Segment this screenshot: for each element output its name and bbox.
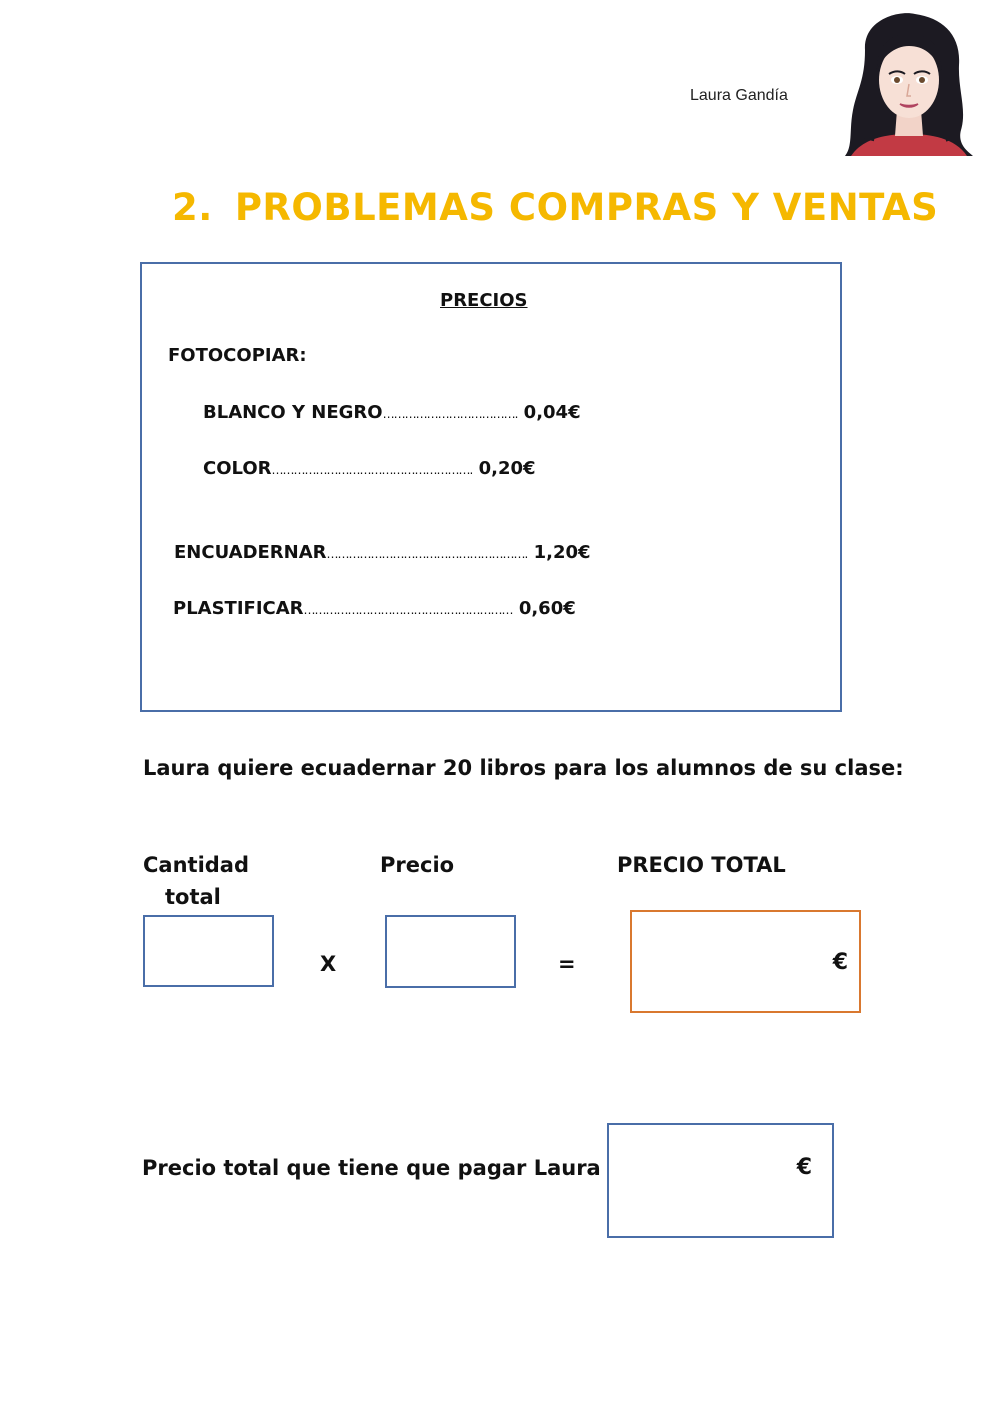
plastificar-price: 0,60€: [518, 598, 576, 619]
title-number: 2.: [172, 186, 213, 229]
cantidad-label: Cantidad: [143, 853, 250, 877]
author-name: Laura Gandía: [690, 87, 788, 104]
bw-price: 0,04€: [523, 402, 581, 423]
price-item-encuadernar: [174, 542, 591, 563]
times-sign: X: [320, 952, 337, 976]
price-item-bw: [203, 402, 581, 423]
bw-label: BLANCO Y NEGRO: [203, 402, 383, 423]
encuadernar-price: 1,20€: [533, 542, 591, 563]
color-price: 0,20€: [478, 458, 536, 479]
cantidad-input[interactable]: [143, 915, 274, 987]
price-item-color: [203, 458, 536, 479]
color-dots: ……………………………………………….: [271, 463, 473, 477]
precio-total-label: PRECIO TOTAL: [617, 853, 786, 877]
price-item-plastificar: [173, 598, 576, 619]
precio-input[interactable]: [385, 915, 516, 988]
problem-statement: Laura quiere ecuadernar 20 libros para los alumnos de su clase:: [143, 756, 904, 780]
euro-sign: €: [832, 950, 848, 975]
final-total-input[interactable]: [607, 1123, 834, 1238]
plastificar-label: PLASTIFICAR: [173, 598, 304, 619]
fotocopiar-label: FOTOCOPIAR:: [168, 345, 307, 366]
price-list-box: [140, 262, 842, 712]
price-list-heading: PRECIOS: [440, 290, 528, 311]
encuadernar-label: ENCUADERNAR: [174, 542, 327, 563]
encuadernar-dots: ……………………………………………….: [326, 547, 528, 561]
bw-dots: ……………………………….: [382, 407, 518, 421]
precio-label: Precio: [380, 853, 455, 877]
avatar: [843, 10, 975, 156]
final-question: Precio total que tiene que pagar Laura: [142, 1156, 601, 1180]
title-text: PROBLEMAS COMPRAS Y VENTAS: [234, 186, 939, 229]
equals-sign: =: [558, 952, 576, 976]
page-title: [172, 186, 938, 229]
plastificar-dots: …………………………………………………: [303, 603, 513, 617]
euro-sign-final: €: [796, 1155, 812, 1180]
cantidad-label-total: total: [165, 885, 221, 909]
precio-total-input[interactable]: [630, 910, 861, 1013]
color-label: COLOR: [203, 458, 272, 479]
